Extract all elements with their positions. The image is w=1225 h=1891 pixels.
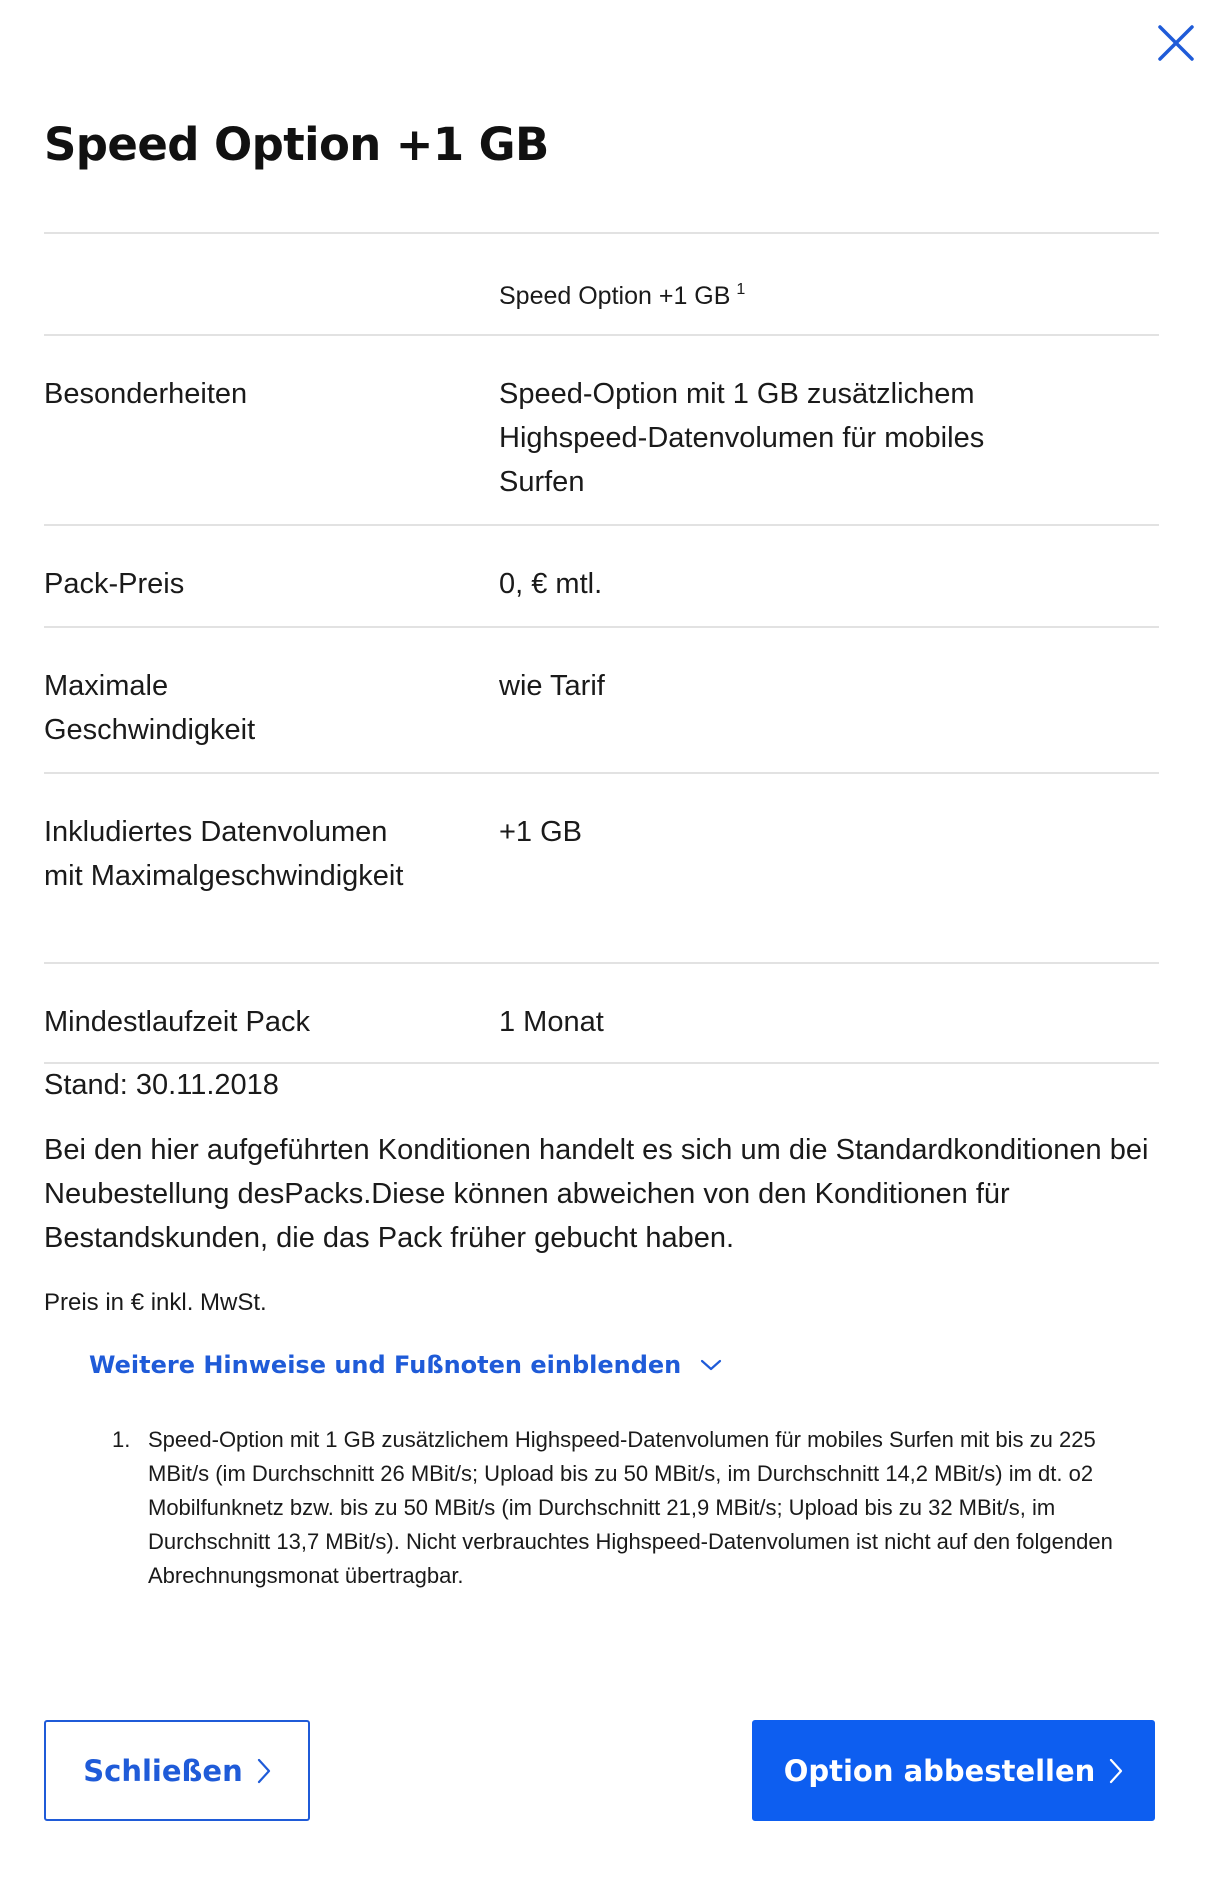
page-title: Speed Option +1 GB: [44, 118, 549, 171]
close-button-label: Schließen: [83, 1753, 243, 1788]
row-label-besonderheiten: Besonderheiten: [44, 378, 248, 410]
row-value-max-speed: wie Tarif: [499, 670, 605, 702]
row-label-data-volume: Inkludiertes Datenvolumen mit Maximalgeschwindigkeit: [44, 816, 404, 892]
row-value-data-volume: +1 GB: [499, 816, 583, 848]
footnote-ref[interactable]: 1: [736, 281, 746, 298]
table-row: [44, 772, 1159, 962]
row-value-pack-preis: 0, € mtl.: [499, 568, 603, 600]
row-value-besonderheiten: Speed-Option mit 1 GB zusätzlichem Highspeed-Datenvolumen für mobiles Surfen: [499, 378, 985, 498]
cancel-option-button[interactable]: [752, 1720, 1155, 1821]
table-row: [44, 626, 1159, 772]
row-label-max-speed: Maximale Geschwindigkeit: [44, 670, 256, 746]
chevron-right-icon: [1109, 1758, 1123, 1784]
details-table: [44, 232, 1159, 1064]
table-row: [44, 962, 1159, 1064]
conditions-disclaimer: Bei den hier aufgeführten Konditionen handelt es sich um die Standardkonditionen bei Neubestellung desPacks.Diese können abweichen von den Konditionen für Bestandskunden, die das Pack früher gebucht haben.: [44, 1134, 1149, 1254]
table-row: [44, 524, 1159, 626]
table-row: [44, 334, 1159, 524]
cancel-option-label: Option abbestellen: [783, 1753, 1096, 1788]
row-label-pack-preis: Pack-Preis: [44, 568, 185, 600]
footnote-text: Speed-Option mit 1 GB zusätzlichem Highspeed-Datenvolumen für mobiles Surfen mit bis zu 225 MBit/s (im Durchschnitt 26 MBit/s; Upload bis zu 50 MBit/s, im Durchschnitt 14,2 MBit/s) im dt. o2 Mobilfunknetz bzw. bis zu 50 MBit/s (im Durchschnitt 21,9 MBit/s; Upload bis zu 32 MBit/s, im Durchschnitt 13,7 MBit/s). Nicht verbrauchtes Highspeed-Datenvolumen ist nicht auf den folgenden Abrechnungsmonat übertragbar.: [148, 1427, 1113, 1588]
close-dialog-button[interactable]: [44, 1720, 310, 1821]
footnotes-toggle-label: Weitere Hinweise und Fußnoten einblenden: [89, 1351, 682, 1379]
chevron-down-icon: [699, 1357, 723, 1373]
price-note: Preis in € inkl. MwSt.: [44, 1289, 267, 1316]
table-header-value: [499, 274, 745, 312]
footnotes-toggle-link[interactable]: [89, 1347, 723, 1383]
close-button[interactable]: [1156, 23, 1196, 63]
row-label-min-term: Mindestlaufzeit Pack: [44, 1006, 310, 1038]
chevron-right-icon: [257, 1758, 271, 1784]
table-header-row: [44, 232, 1159, 334]
stand-date: Stand: 30.11.2018: [44, 1069, 279, 1101]
close-icon: [1156, 23, 1196, 63]
footnote-number: 1.: [112, 1427, 131, 1452]
row-value-min-term: 1 Monat: [499, 1006, 604, 1038]
table-header-text: Speed Option +1 GB: [499, 282, 731, 310]
